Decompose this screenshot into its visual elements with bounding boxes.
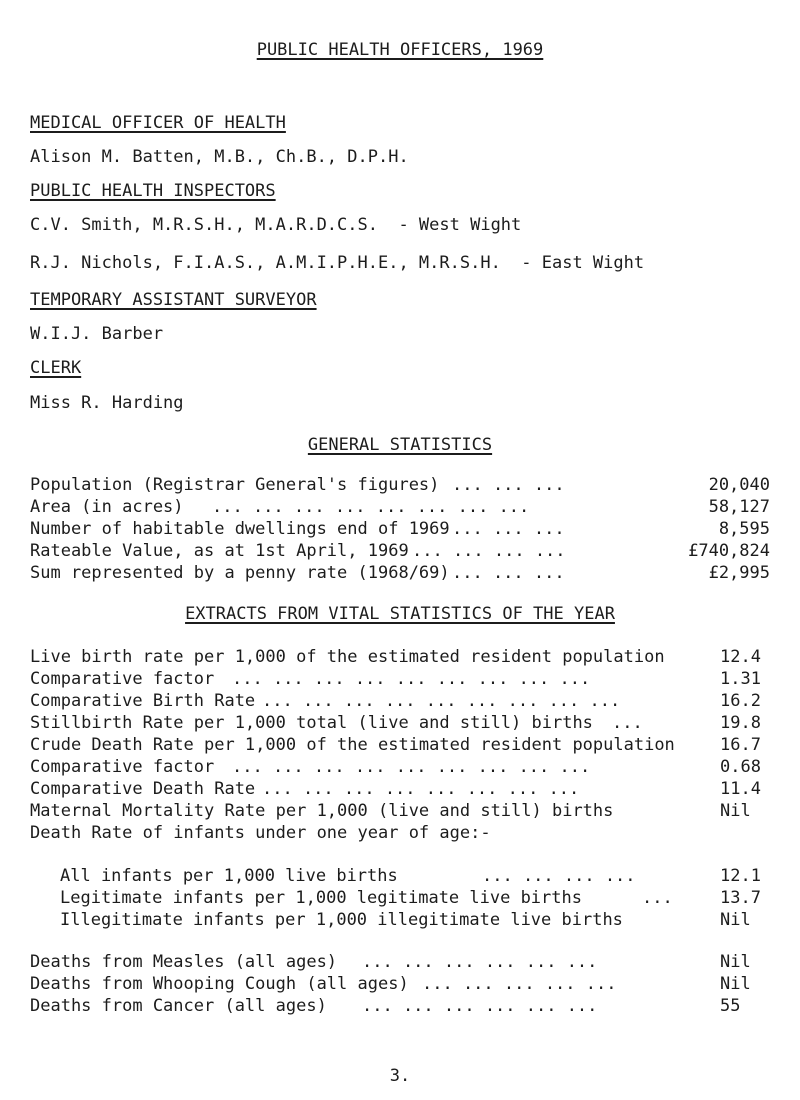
deaths-row-value: Nil	[720, 974, 751, 994]
vital-row-dots: ... ... ... ... ... ... ... ... ...	[262, 691, 621, 711]
vital-row-dots: ...	[612, 713, 643, 733]
page-title: PUBLIC HEALTH OFFICERS, 1969	[256, 40, 544, 60]
heading-assistant-surveyor: TEMPORARY ASSISTANT SURVEYOR	[30, 290, 317, 310]
general-row-value: 20,040	[708, 475, 770, 495]
infant-row: Legitimate infants per 1,000 legitimate live births	[60, 888, 582, 908]
heading-medical-officer: MEDICAL OFFICER OF HEALTH	[30, 113, 286, 133]
surveyor-name: W.I.J. Barber	[30, 324, 164, 344]
vital-row-dots: ... ... ... ... ... ... ... ... ...	[232, 669, 591, 689]
general-row-dots: ... ... ...	[452, 519, 565, 539]
infant-row-dots: ... ... ... ...	[482, 866, 636, 886]
clerk-name: Miss R. Harding	[30, 393, 184, 413]
vital-row: Maternal Mortality Rate per 1,000 (live and still) births	[30, 801, 614, 821]
page-number: 3.	[389, 1066, 411, 1086]
infant-row-value: 12.1	[720, 866, 761, 886]
infant-row: Illegitimate infants per 1,000 illegitimate live births	[60, 910, 623, 930]
vital-row-value: 0.68	[720, 757, 761, 777]
deaths-row-value: 55	[720, 996, 741, 1016]
general-row-value: £740,824	[688, 541, 770, 561]
deaths-row: Deaths from Measles (all ages)	[30, 952, 338, 972]
vital-row: Comparative factor	[30, 669, 215, 689]
vital-row-value: 19.8	[720, 713, 761, 733]
general-row: Rateable Value, as at 1st April, 1969	[30, 541, 409, 561]
general-row-dots: ... ... ... ...	[412, 541, 566, 561]
general-row: Population (Registrar General's figures)	[30, 475, 440, 495]
infant-row-dots: ...	[642, 888, 673, 908]
vital-row-value: 12.4	[720, 647, 761, 667]
vital-row: Death Rate of infants under one year of age:-	[30, 823, 491, 843]
infant-row-value: Nil	[720, 910, 751, 930]
vital-row: Live birth rate per 1,000 of the estimated resident population	[30, 647, 665, 667]
heading-vital-statistics: EXTRACTS FROM VITAL STATISTICS OF THE YEAR	[185, 604, 615, 624]
inspector-west-wight: C.V. Smith, M.R.S.H., M.A.R.D.C.S. - West Wight	[30, 215, 522, 235]
general-row: Number of habitable dwellings end of 1969	[30, 519, 450, 539]
deaths-row-dots: ... ... ... ... ... ...	[362, 952, 598, 972]
vital-row: Stillbirth Rate per 1,000 total (live and still) births	[30, 713, 593, 733]
vital-row: Comparative Birth Rate	[30, 691, 256, 711]
vital-row-value: 11.4	[720, 779, 761, 799]
vital-row: Crude Death Rate per 1,000 of the estimated resident population	[30, 735, 675, 755]
vital-row-dots: ... ... ... ... ... ... ... ... ...	[232, 757, 591, 777]
inspector-east-wight: R.J. Nichols, F.I.A.S., A.M.I.P.H.E., M.R.S.H. - East Wight	[30, 253, 645, 273]
vital-row-dots: ... ... ... ... ... ... ... ...	[262, 779, 580, 799]
general-row-dots: ... ... ...	[452, 475, 565, 495]
vital-row: Comparative factor	[30, 757, 215, 777]
general-row: Area (in acres)	[30, 497, 184, 517]
deaths-row: Deaths from Whooping Cough (all ages)	[30, 974, 409, 994]
vital-row-value: 16.7	[720, 735, 761, 755]
vital-row: Comparative Death Rate	[30, 779, 256, 799]
medical-officer-name: Alison M. Batten, M.B., Ch.B., D.P.H.	[30, 147, 409, 167]
general-row-dots: ... ... ... ... ... ... ... ...	[212, 497, 530, 517]
heading-public-health-inspectors: PUBLIC HEALTH INSPECTORS	[30, 181, 276, 201]
heading-clerk: CLERK	[30, 358, 82, 378]
general-row-value: 58,127	[708, 497, 770, 517]
infant-row: All infants per 1,000 live births	[60, 866, 398, 886]
infant-row-value: 13.7	[720, 888, 761, 908]
deaths-row-dots: ... ... ... ... ...	[422, 974, 617, 994]
general-row-value: 8,595	[718, 519, 770, 539]
deaths-row-dots: ... ... ... ... ... ...	[362, 996, 598, 1016]
vital-row-value: 1.31	[720, 669, 761, 689]
deaths-row-value: Nil	[720, 952, 751, 972]
vital-row-value: 16.2	[720, 691, 761, 711]
deaths-row: Deaths from Cancer (all ages)	[30, 996, 327, 1016]
heading-general-statistics: GENERAL STATISTICS	[307, 435, 493, 455]
general-row: Sum represented by a penny rate (1968/69)	[30, 563, 450, 583]
general-row-dots: ... ... ...	[452, 563, 565, 583]
general-row-value: £2,995	[708, 563, 770, 583]
vital-row-value: Nil	[720, 801, 751, 821]
